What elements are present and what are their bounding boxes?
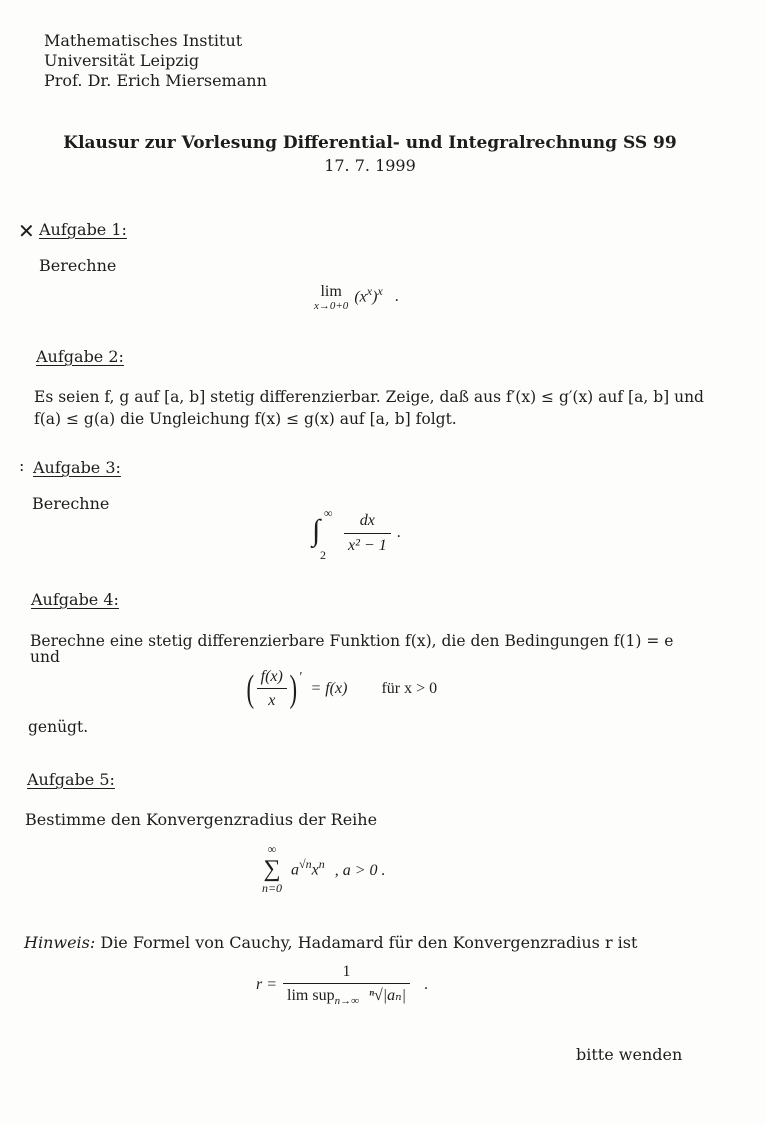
outer-exponent: x	[377, 284, 383, 298]
series-base: a	[291, 861, 299, 879]
task-3-heading: Aufgabe 3:	[33, 458, 121, 477]
hint-formula	[256, 962, 428, 1009]
limsup-subscript: n→∞	[334, 995, 359, 1008]
quotient-rhs: = f(x)	[310, 679, 348, 697]
task-1-text: Berechne	[39, 256, 117, 275]
sum-lower-limit: n=0	[261, 881, 283, 895]
exam-title	[40, 133, 700, 176]
task-5-text: Bestimme den Konvergenzradius der Reihe	[25, 810, 378, 829]
formula-period: .	[396, 524, 401, 541]
header-line-university: Universität Leipzig	[44, 51, 200, 70]
task-1-formula	[314, 282, 399, 314]
task-5-heading: Aufgabe 5:	[27, 770, 115, 789]
task-4-line-1: Berechne eine stetig differenzierbare Funktion f(x), die den Bedingungen f(1) = e	[30, 632, 674, 650]
task-3-text: Berechne	[32, 494, 110, 513]
power-base: (x	[354, 288, 367, 306]
integral-lower-limit: 2	[320, 548, 326, 562]
formula-period: .	[394, 288, 399, 306]
task-5-formula	[257, 842, 386, 896]
nth-root: ⁿ√|aₙ|	[368, 987, 407, 1005]
sum-symbol: ∑	[263, 856, 281, 882]
inner-exponent: x	[366, 284, 373, 298]
limit-subscript: x→0+0	[314, 300, 349, 312]
prime-symbol: ′	[299, 669, 303, 684]
hint-text: Die Formel von Cauchy, Hadamard für den Konvergenzradius r ist	[100, 933, 638, 952]
task-3-formula	[312, 506, 401, 562]
quotient-denominator: x	[268, 692, 276, 710]
integral-upper-limit: ∞	[324, 506, 333, 520]
limsup-text: lim sup	[287, 987, 335, 1005]
task-4-line-2: und	[30, 648, 60, 666]
power-close: )	[372, 288, 378, 306]
task-5-hint	[24, 933, 724, 953]
cross-mark: ✕	[18, 219, 35, 243]
hint-label: Hinweis:	[24, 933, 96, 952]
integral-denominator: x² − 1	[348, 536, 387, 554]
header-line-professor: Prof. Dr. Erich Miersemann	[44, 71, 267, 90]
header-line-institute: Mathematisches Institut	[44, 31, 243, 50]
limit-symbol: lim	[320, 283, 342, 300]
task-2-line-2: f(a) ≤ g(a) die Ungleichung f(x) ≤ g(x) auf [a, b] folgt.	[34, 410, 457, 429]
dot-mark: :	[19, 456, 25, 475]
task-2-line-1: Es seien f, g auf [a, b] stetig differenzierbar. Zeige, daß aus f′(x) ≤ g′(x) auf [a, b] und	[34, 388, 704, 406]
series-condition: , a > 0 .	[334, 861, 386, 879]
quotient-numerator: f(x)	[257, 667, 287, 689]
hint-lhs: r =	[256, 976, 278, 994]
hint-numerator: 1	[283, 962, 410, 984]
exam-date: 17. 7. 1999	[324, 156, 416, 176]
turn-over-note: bitte wenden	[576, 1045, 683, 1064]
task-2-body	[34, 388, 734, 430]
institute-header	[44, 31, 267, 91]
quotient-condition: für x > 0	[381, 679, 438, 697]
series-x: x	[311, 861, 319, 879]
integral-symbol: ∫	[312, 514, 321, 547]
series-x-exponent: n	[318, 857, 325, 872]
task-4-line-3: genügt.	[28, 718, 89, 736]
task-4-formula: ( $\frac{f(x)}{x}$ ) ′ = f(x) für x > 0	[246, 667, 438, 710]
task-1-heading: Aufgabe 1:	[39, 220, 127, 239]
formula-period: .	[424, 976, 429, 994]
series-exponent: √n	[299, 857, 312, 872]
task-2-heading: Aufgabe 2:	[36, 347, 124, 366]
exam-title-main: Klausur zur Vorlesung Differential- und Integralrechnung SS 99	[63, 133, 677, 153]
integral-numerator: dx	[344, 511, 391, 533]
sum-upper-limit: ∞	[267, 842, 277, 856]
task-4-heading: Aufgabe 4:	[31, 590, 119, 609]
hint-denominator	[283, 984, 410, 1008]
